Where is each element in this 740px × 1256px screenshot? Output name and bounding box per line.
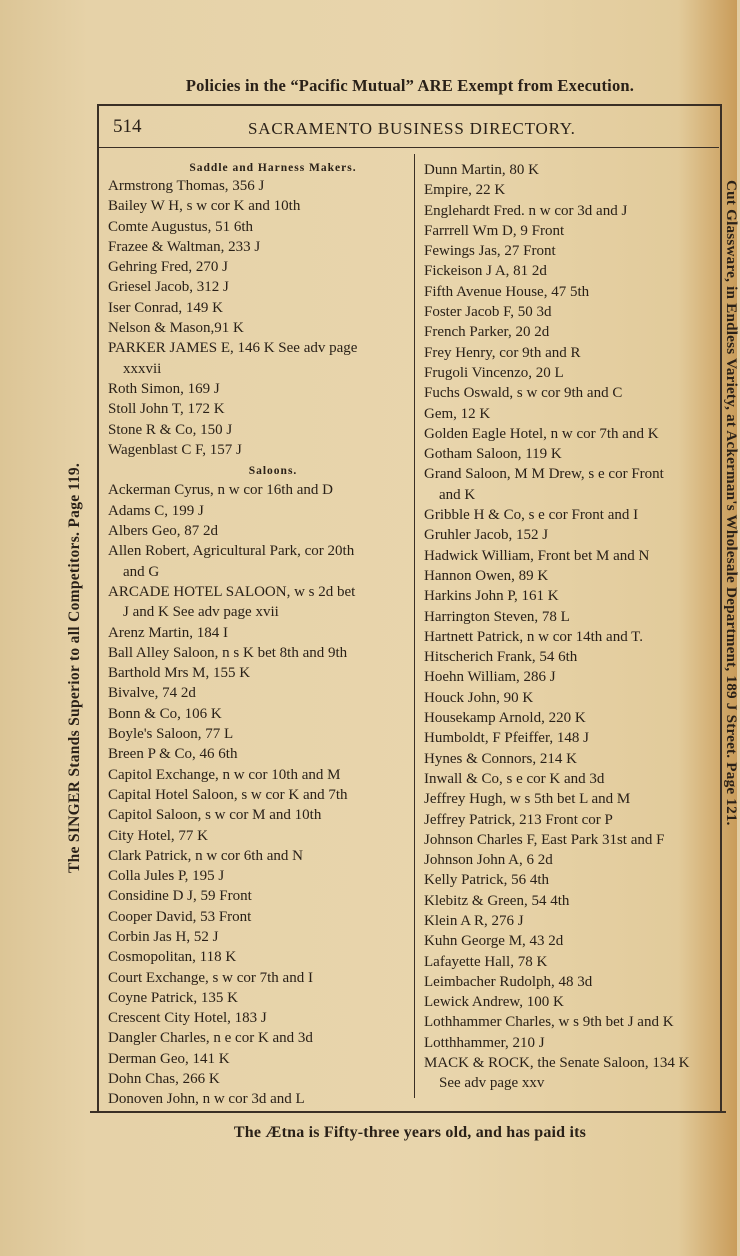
directory-entry: Humboldt, F Pfeiffer, 148 J bbox=[424, 730, 589, 747]
directory-entry: Fewings Jas, 27 Front bbox=[424, 243, 556, 260]
directory-entry: Housekamp Arnold, 220 K bbox=[424, 710, 586, 727]
directory-entry: Foster Jacob F, 50 3d bbox=[424, 304, 552, 321]
directory-entry: Fifth Avenue House, 47 5th bbox=[424, 283, 590, 300]
directory-entry: Harkins John P, 161 K bbox=[424, 588, 559, 605]
directory-entry: Wagenblast C F, 157 J bbox=[108, 441, 242, 458]
directory-entry: Court Exchange, s w cor 7th and I bbox=[108, 969, 313, 986]
directory-entry: Fuchs Oswald, s w cor 9th and C bbox=[424, 385, 623, 402]
bottom-banner-advertisement: The Ætna is Fifty-three years old, and has paid its bbox=[233, 1124, 587, 1141]
directory-entry: Ackerman Cyrus, n w cor 16th and D bbox=[108, 482, 333, 499]
directory-entry: Fickeison J A, 81 2d bbox=[424, 263, 547, 280]
directory-entry: Iser Conrad, 149 K bbox=[108, 299, 223, 316]
directory-entry: Lafayette Hall, 78 K bbox=[424, 953, 548, 970]
directory-entry: Johnson John A, 6 2d bbox=[424, 852, 553, 869]
directory-entry: Bailey W H, s w cor K and 10th bbox=[108, 198, 301, 215]
directory-entry: Colla Jules P, 195 J bbox=[108, 868, 225, 885]
directory-entry: Houck John, 90 K bbox=[424, 689, 534, 706]
directory-entry: Albers Geo, 87 2d bbox=[108, 523, 218, 540]
directory-entry: Gem, 12 K bbox=[424, 405, 491, 422]
directory-entry: Capitol Saloon, s w cor M and 10th bbox=[108, 807, 322, 824]
section-heading: Saddle and Harness Makers. bbox=[189, 162, 357, 174]
page-number: 514 bbox=[113, 116, 142, 137]
directory-entry: Hitscherich Frank, 54 6th bbox=[424, 649, 578, 666]
directory-entry: Dunn Martin, 80 K bbox=[424, 162, 539, 178]
right-column bbox=[424, 160, 712, 1094]
directory-entry: Harrington Steven, 78 L bbox=[424, 608, 570, 625]
directory-entry: Stone R & Co, 150 J bbox=[108, 421, 233, 438]
directory-entry: Lothhammer Charles, w s 9th bet J and K bbox=[424, 1014, 674, 1031]
running-head: SACRAMENTO BUSINESS DIRECTORY. bbox=[248, 119, 576, 138]
directory-entry: Frey Henry, cor 9th and R bbox=[424, 344, 581, 361]
directory-entry: Barthold Mrs M, 155 K bbox=[108, 665, 251, 682]
left-margin-text: The SINGER Stands Superior to all Competitors. Page 119. bbox=[66, 462, 83, 873]
directory-entry: Englehardt Fred. n w cor 3d and J bbox=[424, 202, 628, 219]
directory-entry: Crescent City Hotel, 183 J bbox=[108, 1010, 267, 1027]
directory-entry: Klein A R, 276 J bbox=[424, 912, 524, 929]
directory-entry: MACK & ROCK, the Senate Saloon, 134 K bbox=[424, 1055, 690, 1072]
directory-entry: Donoven John, n w cor 3d and L bbox=[108, 1091, 305, 1108]
directory-entry: Farrrell Wm D, 9 Front bbox=[424, 222, 565, 239]
directory-entry: Hartnett Patrick, n w cor 14th and T. bbox=[424, 628, 643, 645]
directory-entry: Griesel Jacob, 312 J bbox=[108, 279, 229, 296]
directory-entry: Cooper David, 53 Front bbox=[108, 908, 252, 925]
directory-entry: Dohn Chas, 266 K bbox=[108, 1071, 220, 1088]
directory-entry: Lotthhammer, 210 J bbox=[424, 1034, 545, 1051]
directory-entry: Comte Augustus, 51 6th bbox=[108, 218, 254, 235]
directory-entry: Golden Eagle Hotel, n w cor 7th and K bbox=[424, 425, 659, 442]
directory-entry: Considine D J, 59 Front bbox=[108, 888, 252, 905]
directory-entry: Gotham Saloon, 119 K bbox=[424, 446, 562, 463]
directory-entry: Gribble H & Co, s e cor Front and I bbox=[424, 507, 639, 524]
directory-entry: PARKER JAMES E, 146 K See adv page bbox=[108, 340, 358, 357]
directory-entry: Hadwick William, Front bet M and N bbox=[424, 547, 650, 564]
directory-entry: Coyne Patrick, 135 K bbox=[108, 989, 238, 1006]
directory-entry: Adams C, 199 J bbox=[108, 502, 204, 519]
entry-continuation: See adv page xxv bbox=[439, 1075, 545, 1092]
directory-entry: Stoll John T, 172 K bbox=[108, 401, 225, 418]
directory-entry: Frazee & Waltman, 233 J bbox=[108, 238, 261, 255]
directory-entry: Johnson Charles F, East Park 31st and F bbox=[424, 831, 665, 848]
directory-entry: Allen Robert, Agricultural Park, cor 20th bbox=[108, 543, 355, 560]
section-heading: Saloons. bbox=[248, 465, 298, 478]
directory-entry: Hoehn William, 286 J bbox=[424, 669, 556, 686]
directory-entry: Breen P & Co, 46 6th bbox=[108, 746, 238, 763]
directory-entry: Jeffrey Patrick, 213 Front cor P bbox=[424, 811, 613, 828]
directory-entry: Derman Geo, 141 K bbox=[108, 1050, 230, 1067]
directory-entry: Grand Saloon, M M Drew, s e cor Front bbox=[424, 466, 664, 483]
directory-entry: French Parker, 20 2d bbox=[424, 324, 550, 341]
directory-entry: Nelson & Mason,91 K bbox=[108, 320, 244, 337]
directory-entry: Dangler Charles, n e cor K and 3d bbox=[108, 1030, 313, 1047]
entry-continuation: J and K See adv page xvii bbox=[123, 604, 279, 621]
directory-entry: Empire, 22 K bbox=[424, 182, 506, 199]
directory-entry: Capital Hotel Saloon, s w cor K and 7th bbox=[108, 786, 348, 803]
column-divider bbox=[414, 154, 415, 1098]
directory-entry: Roth Simon, 169 J bbox=[108, 380, 220, 397]
directory-entry: City Hotel, 77 K bbox=[108, 827, 208, 844]
directory-entry: Armstrong Thomas, 356 J bbox=[108, 178, 265, 194]
directory-entry: Hannon Owen, 89 K bbox=[424, 567, 549, 584]
directory-entry: Gehring Fred, 270 J bbox=[108, 259, 228, 276]
directory-entry: Clark Patrick, n w cor 6th and N bbox=[108, 847, 303, 864]
directory-entry: Jeffrey Hugh, w s 5th bet L and M bbox=[424, 791, 631, 808]
directory-entry: Capitol Exchange, n w cor 10th and M bbox=[108, 766, 341, 783]
right-margin-text: Cut Glassware, in Endless Variety, at Ackerman's Wholesale Department, 189 J Street. Page 121. bbox=[723, 180, 740, 826]
directory-entry: Lewick Andrew, 100 K bbox=[424, 994, 564, 1011]
directory-entry: Gruhler Jacob, 152 J bbox=[424, 527, 549, 544]
directory-entry: Hynes & Connors, 214 K bbox=[424, 750, 577, 767]
left-column bbox=[108, 160, 408, 1110]
directory-entry: Frugoli Vincenzo, 20 L bbox=[424, 364, 564, 381]
entry-continuation: and K bbox=[439, 486, 476, 503]
directory-entry: Boyle's Saloon, 77 L bbox=[108, 726, 234, 743]
entry-continuation: and G bbox=[123, 563, 160, 580]
directory-entry: Arenz Martin, 184 I bbox=[108, 624, 228, 641]
directory-entry: Bivalve, 74 2d bbox=[108, 685, 196, 702]
directory-entry: Kuhn George M, 43 2d bbox=[424, 933, 564, 950]
entry-continuation: xxxvii bbox=[123, 360, 162, 377]
directory-entry: Inwall & Co, s e cor K and 3d bbox=[424, 770, 605, 787]
directory-entry: ARCADE HOTEL SALOON, w s 2d bet bbox=[108, 583, 356, 600]
bottom-rule bbox=[90, 1111, 726, 1113]
directory-entry: Leimbacher Rudolph, 48 3d bbox=[424, 973, 593, 990]
directory-entry: Ball Alley Saloon, n s K bet 8th and 9th bbox=[108, 644, 348, 661]
top-banner-advertisement: Policies in the “Pacific Mutual” ARE Exempt from Execution. bbox=[185, 76, 635, 95]
directory-entry: Kelly Patrick, 56 4th bbox=[424, 872, 549, 889]
directory-entry: Bonn & Co, 106 K bbox=[108, 705, 222, 722]
directory-entry: Cosmopolitan, 118 K bbox=[108, 949, 237, 966]
header-rule bbox=[99, 147, 719, 148]
directory-entry: Corbin Jas H, 52 J bbox=[108, 928, 219, 945]
directory-entry: Klebitz & Green, 54 4th bbox=[424, 892, 570, 909]
